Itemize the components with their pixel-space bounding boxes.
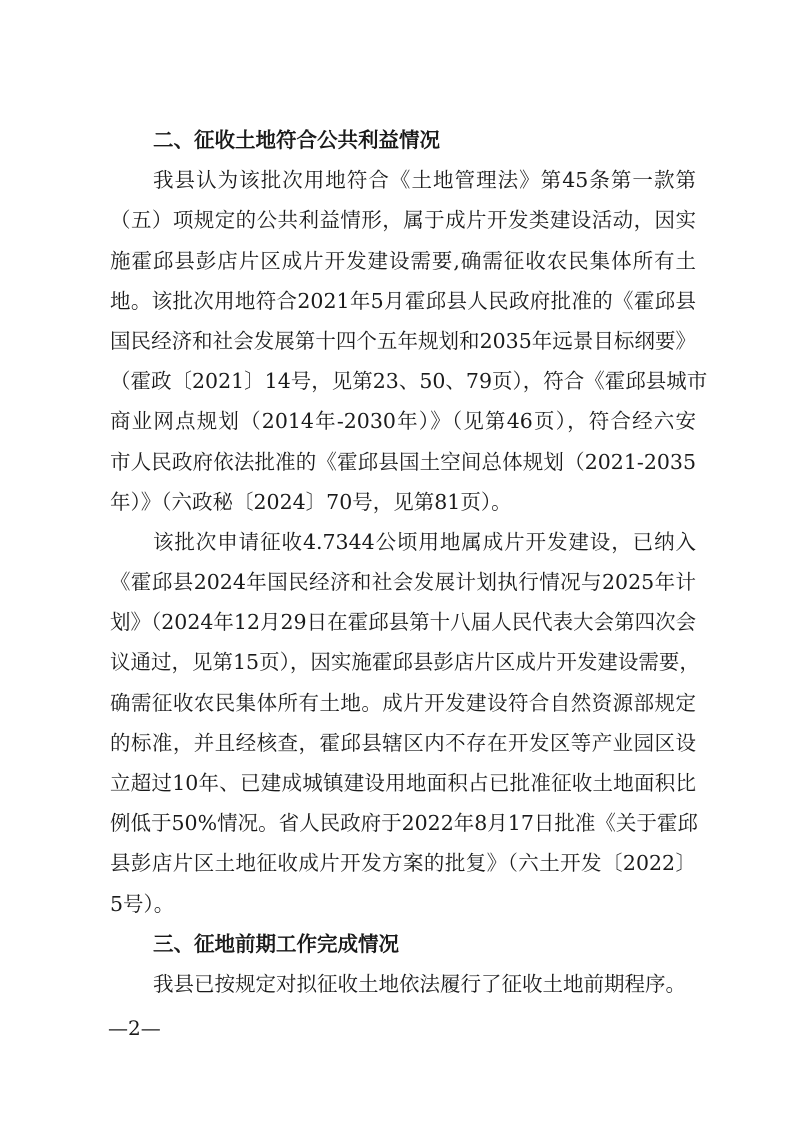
text-line: 立超过10年、已建成城镇建设用地面积占已批准征收土地面积比 xyxy=(110,771,696,795)
text-line: 确需征收农民集体所有土地。成片开发建设符合自然资源部规定 xyxy=(110,690,696,715)
text-line: 该批次申请征收4.7344公顷用地属成片开发建设，已纳入 xyxy=(153,529,696,554)
text-line: （霍政〔2021〕14号，见第23、50、79页），符合《霍邱县城市 xyxy=(110,369,708,394)
text-line: 市人民政府依法批准的《霍邱县国土空间总体规划（2021-2035 xyxy=(110,449,696,474)
text-line: 划》（2024年12月29日在霍邱县第十八届人民代表大会第四次会 xyxy=(110,610,697,635)
text-line: （五）项规定的公共利益情形，属于成片开发类建设活动，因实 xyxy=(110,208,696,233)
text-line: 施霍邱县彭店片区成片开发建设需要,确需征收农民集体所有土 xyxy=(110,248,696,273)
text-line: 例低于50%情况。省人民政府于2022年8月17日批准《关于霍邱 xyxy=(110,811,698,836)
text-line: 的标准，并且经核查，霍邱县辖区内不存在开发区等产业园区设 xyxy=(110,730,696,755)
text-line: 我县认为该批次用地符合《土地管理法》第45条第一款第 xyxy=(153,168,696,193)
document-page xyxy=(110,120,708,1004)
text-line: 县彭店片区土地征收成片开发方案的批复》（六土开发〔2022〕 xyxy=(110,851,696,876)
section-3-heading: 三、征地前期工作完成情况 xyxy=(153,931,399,956)
section-3-paragraph-1 xyxy=(110,964,696,1004)
section-2-paragraph-1 xyxy=(110,160,708,522)
section-2-paragraph-2 xyxy=(110,522,700,924)
text-line: 商业网点规划（2014年-2030年）》（见第46页），符合经六安 xyxy=(110,409,696,434)
text-line: 我县已按规定对拟征收土地依法履行了征收土地前期程序。 xyxy=(153,971,686,996)
text-line: 《霍邱县2024年国民经济和社会发展计划执行情况与2025年计 xyxy=(110,570,696,595)
text-line: 5号）。 xyxy=(110,891,175,916)
page-number: —2— xyxy=(108,1016,161,1040)
text-line: 年）》（六政秘〔2024〕70号，见第81页）。 xyxy=(110,489,512,514)
text-line: 议通过，见第15页），因实施霍邱县彭店片区成片开发建设需要， xyxy=(110,650,700,675)
section-2-heading: 二、征收土地符合公共利益情况 xyxy=(153,128,440,152)
text-line: 国民经济和社会发展第十四个五年规划和2035年远景目标纲要》 xyxy=(110,328,696,353)
text-line: 地。该批次用地符合2021年5月霍邱县人民政府批准的《霍邱县 xyxy=(110,288,696,313)
